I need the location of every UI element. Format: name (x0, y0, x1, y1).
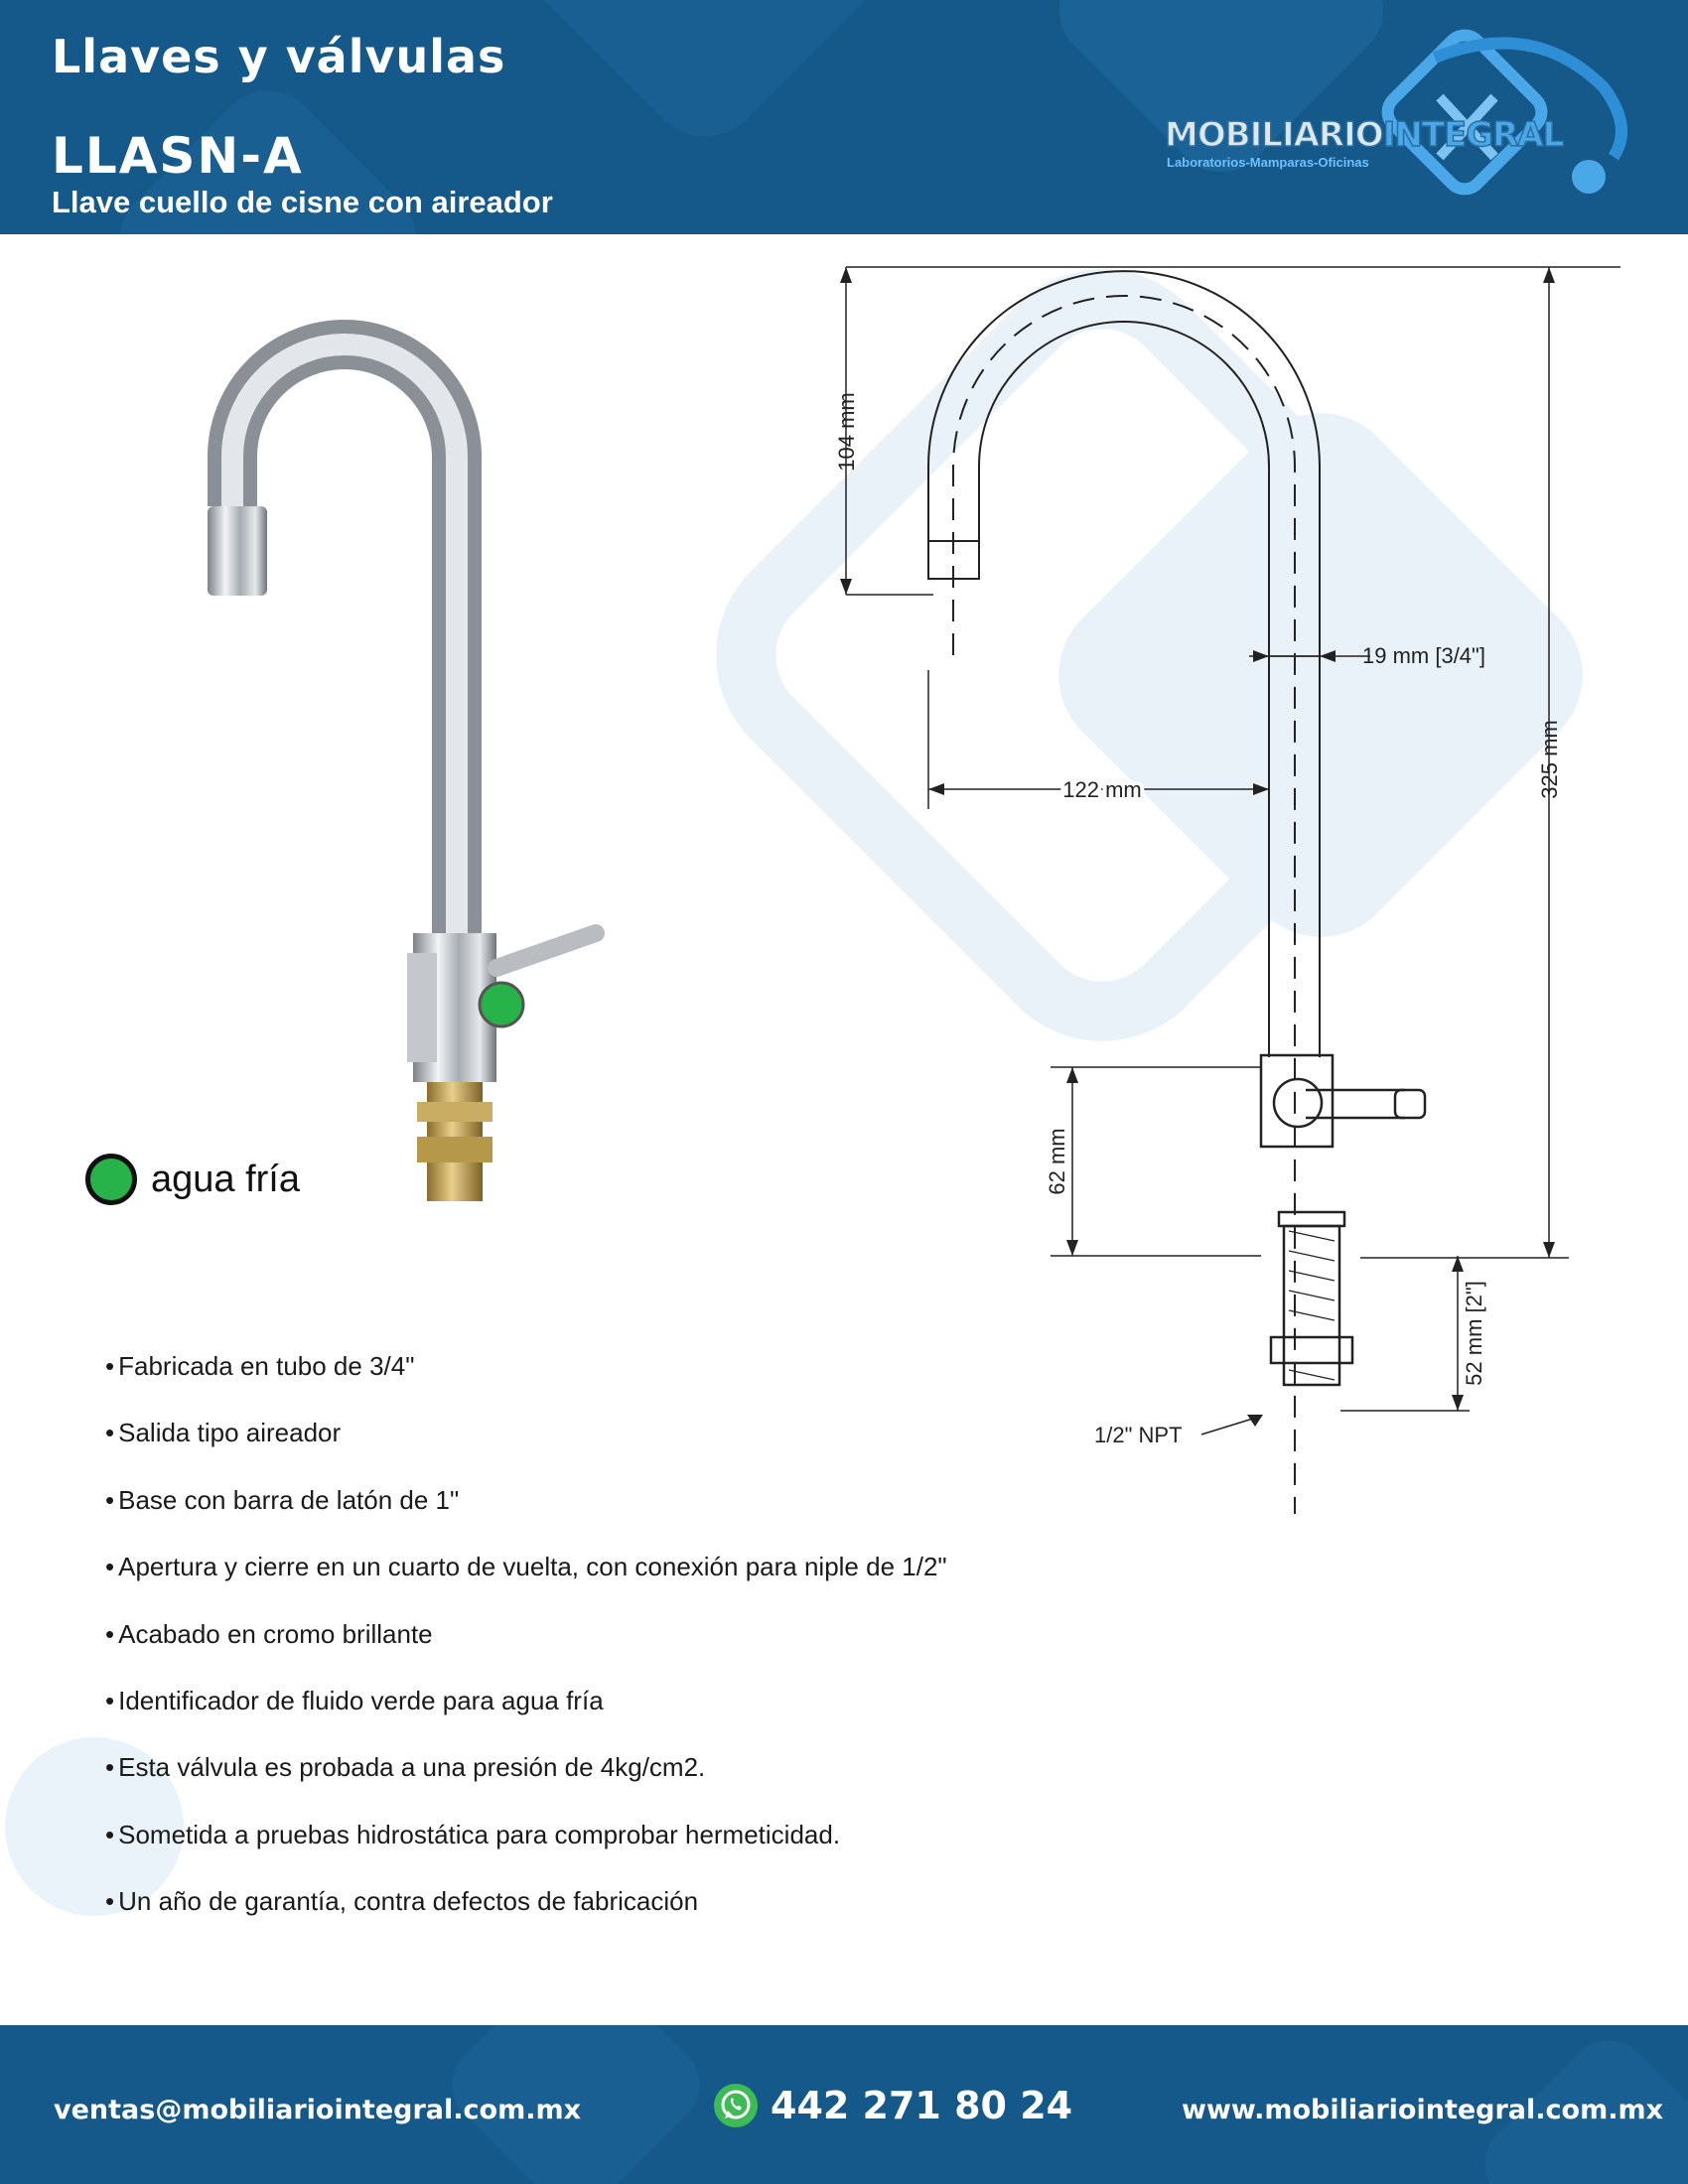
logo-name-part2: INTEGRAL (1382, 115, 1564, 155)
footer-phone-number: 442 271 80 24 (771, 2084, 1073, 2127)
product-code: LLASN-A (52, 127, 304, 185)
footer-phone[interactable] (713, 2083, 1072, 2128)
footer-website-link[interactable]: www.mobiliariointegral.com.mx (1182, 2095, 1664, 2125)
dim-total-height: 325 mm (1537, 720, 1562, 799)
dim-thread-length: 52 mm [2"] (1462, 1281, 1486, 1386)
feature-item: • Acabado en cromo brillante (105, 1616, 947, 1683)
feature-item: • Fabricada en tubo de 3/4" (105, 1348, 947, 1415)
product-photo (129, 258, 606, 1211)
feature-item: • Salida tipo aireador (105, 1415, 947, 1481)
footer-banner (0, 2025, 1688, 2184)
dim-body-height: 62 mm (1045, 1128, 1069, 1195)
logo-tagline: Laboratorios-Mamparas-Oficinas (1167, 155, 1369, 170)
feature-item: • Sometida a pruebas hidrostática para comprobar hermeticidad. (105, 1817, 947, 1883)
footer-email-link[interactable]: ventas@mobiliariointegral.com.mx (54, 2095, 582, 2125)
fluid-legend (85, 1147, 300, 1212)
legend-label: agua fría (151, 1158, 300, 1200)
green-circle-icon (85, 1154, 137, 1205)
category-title: Llaves y válvulas (52, 30, 506, 83)
feature-list (105, 1348, 947, 1951)
dim-reach: 122 mm (1062, 777, 1142, 802)
connection-label: 1/2" NPT (1094, 1423, 1183, 1447)
dim-tube-diameter: 19 mm [3/4"] (1362, 643, 1485, 668)
feature-item: • Identificador de fluido verde para agua fría (105, 1683, 947, 1749)
product-subtitle: Llave cuello de cisne con aireador (52, 185, 553, 219)
whatsapp-icon (713, 2083, 759, 2128)
feature-item: • Un año de garantía, contra defectos de fabricación (105, 1883, 947, 1950)
dim-spout-height: 104 mm (834, 392, 859, 472)
logo-name-part1: MOBILIARIO (1165, 115, 1383, 155)
feature-item: • Base con barra de latón de 1" (105, 1482, 947, 1549)
feature-item: • Apertura y cierre en un cuarto de vuelta, con conexión para niple de 1/2" (105, 1549, 947, 1615)
feature-item: • Esta válvula es probada a una presión de 4kg/cm2. (105, 1749, 947, 1816)
